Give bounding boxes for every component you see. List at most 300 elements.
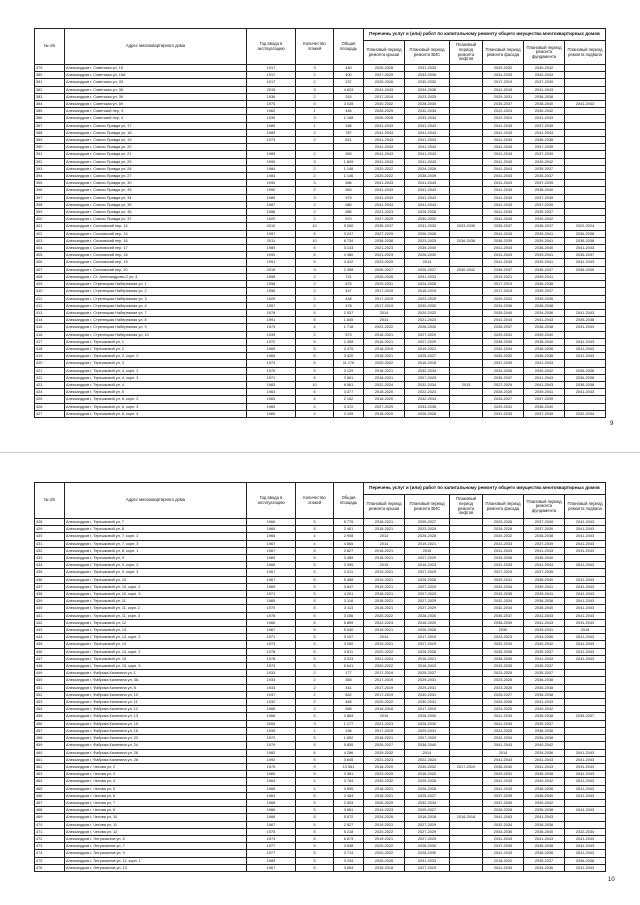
cell-roof: 2019-2021 <box>364 576 405 583</box>
cell-roof: 2018-2021 <box>364 735 405 742</box>
cell-area: 787 <box>334 129 364 136</box>
cell-utilities: 2026-2028 <box>405 410 450 417</box>
table-row <box>35 821 606 828</box>
cell-roof: 2019-2021 <box>364 835 405 842</box>
cell-address: Александров г, Терешковой ул, 5 <box>65 389 247 396</box>
cell-roof: 2014-2023 <box>364 807 405 814</box>
cell-floors: 5 <box>296 663 334 670</box>
cell-area: 3 645 <box>334 756 364 763</box>
cell-foundation: 2039-2040 <box>524 331 565 338</box>
cell-foundation: 2036-2038 <box>524 137 565 144</box>
cell-utilities: 2031-2033 <box>405 273 450 280</box>
table-row <box>35 317 606 324</box>
cell-foundation: 2041-2043 <box>524 115 565 122</box>
cell-year: 1936 <box>247 93 296 100</box>
cell-roof: 2026-2027 <box>364 266 405 273</box>
cell-address: Александров г, Терешковой ул, 8 <box>65 526 247 533</box>
cell-address: Александров г, Терешковой ул, 14 <box>65 641 247 648</box>
cell-lifts <box>450 627 483 634</box>
table-row <box>35 374 606 381</box>
cell-lifts <box>450 663 483 670</box>
cell-foundation: 2040-2042 <box>524 65 565 72</box>
cell-num: 460 <box>35 749 65 756</box>
cell-num: 410 <box>35 288 65 295</box>
cell-floors: 4 <box>296 533 334 540</box>
cell-floors: 2 <box>296 201 334 208</box>
cell-roof: 2020-2022 <box>364 165 405 172</box>
cell-utilities: 2041-2043 <box>405 122 450 129</box>
cell-utilities: 2041-2043 <box>405 144 450 151</box>
cell-basement: 2041-2043 <box>565 598 606 605</box>
cell-num: 402 <box>35 230 65 237</box>
cell-roof: 2018-2021 <box>364 367 405 374</box>
cell-basement: 2041-2043 <box>565 245 606 252</box>
table-row <box>35 663 606 670</box>
cell-facade: 2041-2043 <box>483 137 524 144</box>
cell-foundation: 2036-2038 <box>524 713 565 720</box>
cell-facade: 2023-2025 <box>483 677 524 684</box>
cell-year: 1965 <box>247 410 296 417</box>
cell-address: Александров г, Совхоз Правда ул, 27 <box>65 173 247 180</box>
cell-address: Александров г, Фабрика Калинина ул, 10 <box>65 691 247 698</box>
cell-roof: 2018-2021 <box>364 598 405 605</box>
cell-area: 5 468 <box>334 576 364 583</box>
cell-foundation: 2035-2037 <box>524 670 565 677</box>
cell-floors: 5 <box>296 101 334 108</box>
cell-floors: 10 <box>296 223 334 230</box>
cell-area: 2 884 <box>334 713 364 720</box>
cell-roof: 2027-2029 <box>364 216 405 223</box>
cell-utilities: 2030-2031 <box>405 699 450 706</box>
cell-facade: 2029-2031 <box>483 93 524 100</box>
cell-year: 1992 <box>247 756 296 763</box>
repair-schedule-table <box>34 482 606 872</box>
cell-address: Александров г, Терешковой ул, 6, корп. 4 <box>65 410 247 417</box>
cell-year: 1971 <box>247 634 296 641</box>
table-row <box>35 144 606 151</box>
cell-roof: 2041-2043 <box>364 151 405 158</box>
cell-basement: 2022-2024 <box>565 223 606 230</box>
table-row <box>35 151 606 158</box>
cell-floors: 5 <box>296 807 334 814</box>
cell-floors: 3 <box>296 86 334 93</box>
cell-roof: 2017-2019 <box>364 93 405 100</box>
cell-basement <box>565 216 606 223</box>
cell-utilities: 2038-2040 <box>405 742 450 749</box>
cell-roof: 2016-2021 <box>364 338 405 345</box>
cell-basement <box>565 677 606 684</box>
cell-roof: 2020-2022 <box>364 612 405 619</box>
cell-basement <box>565 821 606 828</box>
table-row <box>35 756 606 763</box>
cell-utilities: 2026-2028 <box>405 627 450 634</box>
cell-area: 3 023 <box>334 655 364 662</box>
cell-year: 1965 <box>247 353 296 360</box>
cell-floors: 2 <box>296 295 334 302</box>
cell-num: 421 <box>35 367 65 374</box>
cell-facade: 2041-2043 <box>483 756 524 763</box>
cell-basement <box>565 273 606 280</box>
cell-floors: 2 <box>296 137 334 144</box>
cell-facade: 2032-2034 <box>483 605 524 612</box>
cell-lifts <box>450 799 483 806</box>
cell-area: 721 <box>334 273 364 280</box>
cell-basement: 2041-2043 <box>565 576 606 583</box>
cell-year: 1965 <box>247 403 296 410</box>
cell-utilities: 2027-2029 <box>405 555 450 562</box>
cell-address: Александров г, Фабрика Калинина ул, 3А <box>65 677 247 684</box>
cell-lifts <box>450 115 483 122</box>
header-group: Перечень услуг и (или) работ по капитальному ремонту общего имущества многоквартирных домов <box>364 29 606 41</box>
cell-roof: 2026-2028 <box>364 115 405 122</box>
cell-year: 1958 <box>247 281 296 288</box>
cell-lifts <box>450 540 483 547</box>
cell-year: 2005 <box>247 720 296 727</box>
cell-facade: 2038-2039 <box>483 655 524 662</box>
cell-foundation: 2036-2038 <box>524 735 565 742</box>
cell-utilities: 2032-2034 <box>405 396 450 403</box>
table-row <box>35 835 606 842</box>
cell-lifts <box>450 353 483 360</box>
cell-num: 401 <box>35 223 65 230</box>
cell-facade: 2028-2030 <box>483 389 524 396</box>
cell-address: Александров г, Терешковой ул, 4, корп. 3 <box>65 374 247 381</box>
cell-area: 5 859 <box>334 619 364 626</box>
cell-lifts <box>450 807 483 814</box>
cell-roof: 2021-2023 <box>364 209 405 216</box>
cell-foundation: 2036-2038 <box>524 821 565 828</box>
cell-basement: 2041-2043 <box>565 389 606 396</box>
cell-basement: 2041-2043 <box>565 785 606 792</box>
cell-address: Александров г, Советская ул, 33 <box>65 79 247 86</box>
cell-facade: 2026-2028 <box>483 526 524 533</box>
cell-basement <box>565 187 606 194</box>
cell-lifts <box>450 720 483 727</box>
table-row <box>35 799 606 806</box>
cell-roof: 2018-2020 <box>364 396 405 403</box>
cell-area: 6 734 <box>334 237 364 244</box>
cell-floors: 5 <box>296 562 334 569</box>
cell-facade: 2037-2039 <box>483 360 524 367</box>
cell-utilities: 2022-2024 <box>405 389 450 396</box>
cell-year: 1958 <box>247 273 296 280</box>
cell-address: Александров г, Совхоз Правда ул, 33 <box>65 187 247 194</box>
cell-facade: 2038-2039 <box>483 338 524 345</box>
table-row <box>35 576 606 583</box>
cell-utilities: 2021-2023 <box>405 317 450 324</box>
cell-basement: 2041-2043 <box>565 612 606 619</box>
cell-address: Александров г, Советский пер, 4 <box>65 115 247 122</box>
cell-facade: 2025-2026 <box>483 519 524 526</box>
cell-area: 383 <box>334 677 364 684</box>
cell-basement: 2036-2038 <box>565 374 606 381</box>
cell-lifts <box>450 569 483 576</box>
cell-num: 449 <box>35 670 65 677</box>
cell-address: Александров г, Чехова ул, 5 <box>65 785 247 792</box>
cell-facade: 2036-2040 <box>483 763 524 770</box>
table-row <box>35 619 606 626</box>
cell-year: 1969 <box>247 583 296 590</box>
cell-year: 1978 <box>247 648 296 655</box>
table-row <box>35 684 606 691</box>
cell-num: 438 <box>35 591 65 598</box>
cell-num: 409 <box>35 281 65 288</box>
header-basement: Плановый период ремонта подвала <box>565 495 606 519</box>
cell-lifts <box>450 324 483 331</box>
cell-foundation: 2039-2041 <box>524 259 565 266</box>
cell-basement: 2041-2043 <box>565 309 606 316</box>
cell-lifts <box>450 591 483 598</box>
cell-num: 382 <box>35 86 65 93</box>
cell-facade: 2041-2043 <box>483 144 524 151</box>
cell-num: 436 <box>35 576 65 583</box>
cell-utilities: 2041-2043 <box>405 129 450 136</box>
cell-utilities: 2029-2031 <box>405 677 450 684</box>
cell-basement <box>565 288 606 295</box>
cell-address: Александров г, Советская ул, 35 <box>65 86 247 93</box>
cell-facade: 2032-2034 <box>483 821 524 828</box>
cell-area: 4 380 <box>334 252 364 259</box>
cell-utilities: 2027-2029 <box>405 735 450 742</box>
cell-foundation: 2041-2043 <box>524 381 565 388</box>
cell-basement <box>565 569 606 576</box>
cell-foundation: 2037-2039 <box>524 144 565 151</box>
cell-roof: 2022-2022 <box>364 324 405 331</box>
cell-foundation: 2040-2042 <box>524 367 565 374</box>
cell-lifts <box>450 756 483 763</box>
cell-roof: 2020-2022 <box>364 663 405 670</box>
cell-area: 2 162 <box>334 396 364 403</box>
cell-foundation: 2037-2039 <box>524 526 565 533</box>
cell-utilities: 2027-2029 <box>405 583 450 590</box>
cell-floors: 5 <box>296 857 334 864</box>
cell-roof: 2018-2021 <box>364 792 405 799</box>
cell-num: 442 <box>35 619 65 626</box>
cell-facade: 2041-2043 <box>483 173 524 180</box>
cell-address: Александров г, Терешковой ул, 10, корп. 3 <box>65 591 247 598</box>
cell-roof: 2019-2021 <box>364 821 405 828</box>
cell-foundation: 2037-2039 <box>524 540 565 547</box>
table-row <box>35 93 606 100</box>
cell-area: 315 <box>334 93 364 100</box>
cell-basement: 2015 <box>565 627 606 634</box>
cell-facade: 2031-2033 <box>483 72 524 79</box>
cell-utilities: 2027-2029 <box>405 821 450 828</box>
cell-foundation: 2039-2041 <box>524 252 565 259</box>
cell-num: 456 <box>35 720 65 727</box>
cell-utilities: 2027-2029 <box>405 605 450 612</box>
cell-foundation: 2037-2039 <box>524 180 565 187</box>
cell-address: Александров г, Ст. Александрово-2 ул, 3 <box>65 273 247 280</box>
cell-area: 9 260 <box>334 223 364 230</box>
cell-basement <box>565 194 606 201</box>
table-row <box>35 389 606 396</box>
header-floors: Количество этажей <box>296 483 334 519</box>
cell-basement: 2041-2043 <box>565 756 606 763</box>
cell-basement <box>565 93 606 100</box>
cell-foundation: 2038-2040 <box>524 245 565 252</box>
cell-lifts <box>450 93 483 100</box>
page-9 <box>0 0 640 452</box>
cell-utilities: 2018-2019 <box>405 663 450 670</box>
cell-area: 5 972 <box>334 814 364 821</box>
cell-address: Александров г, Терешковой ул, 11 <box>65 598 247 605</box>
cell-year: 1979 <box>247 742 296 749</box>
table-row <box>35 72 606 79</box>
table-row <box>35 331 606 338</box>
cell-address: Александров г, Советская ул, 39 <box>65 93 247 100</box>
cell-area: 570 <box>334 216 364 223</box>
cell-roof: 2018-2020 <box>364 763 405 770</box>
cell-facade: 2032-2034 <box>483 345 524 352</box>
cell-foundation: 2041-2043 <box>524 612 565 619</box>
cell-floors: 5 <box>296 648 334 655</box>
cell-num: 388 <box>35 129 65 136</box>
table-row <box>35 108 606 115</box>
cell-lifts <box>450 706 483 713</box>
cell-roof: 2014 <box>364 309 405 316</box>
cell-area: 4 286 <box>334 749 364 756</box>
cell-address: Александров г, Совхоз Правда ул, 26 <box>65 165 247 172</box>
cell-num: 445 <box>35 641 65 648</box>
cell-basement <box>565 691 606 698</box>
cell-num: 447 <box>35 655 65 662</box>
cell-area: 4 811 <box>334 648 364 655</box>
table-row <box>35 605 606 612</box>
cell-num: 389 <box>35 137 65 144</box>
cell-floors: 10 <box>296 381 334 388</box>
cell-lifts <box>450 598 483 605</box>
cell-utilities: 2014 <box>405 259 450 266</box>
cell-address: Александров г, Фабрика Калинина ул, 15 <box>65 720 247 727</box>
table-row <box>35 252 606 259</box>
cell-lifts <box>450 677 483 684</box>
table-row <box>35 403 606 410</box>
cell-floors: 5 <box>296 821 334 828</box>
cell-lifts <box>450 338 483 345</box>
cell-utilities: 2027-2029 <box>405 835 450 842</box>
cell-lifts <box>450 850 483 857</box>
cell-basement: 2035-2037 <box>565 252 606 259</box>
cell-lifts: 2015 <box>450 381 483 388</box>
cell-roof: 2017-2019 <box>364 684 405 691</box>
cell-roof: 2018-2021 <box>364 605 405 612</box>
header-utilities: Плановый период ремонта ВИС <box>405 41 450 65</box>
cell-num: 461 <box>35 756 65 763</box>
cell-foundation: 2036-2038 <box>524 807 565 814</box>
cell-facade: 2029-2031 <box>483 403 524 410</box>
cell-utilities: 2032-2034 <box>405 799 450 806</box>
cell-basement <box>565 65 606 72</box>
cell-floors: 5 <box>296 713 334 720</box>
cell-address: Александров г, Терешковой ул, 13, корп. 2 <box>65 634 247 641</box>
table-row <box>35 591 606 598</box>
cell-foundation: 2036-2038 <box>524 771 565 778</box>
cell-lifts <box>450 173 483 180</box>
cell-num: 397 <box>35 194 65 201</box>
cell-address: Александров г, Терешковой ул, 9 <box>65 555 247 562</box>
cell-floors: 5 <box>296 367 334 374</box>
cell-utilities: 2027-2029 <box>405 374 450 381</box>
cell-roof: 2020-2022 <box>364 648 405 655</box>
cell-utilities: 2031-2033 <box>405 857 450 864</box>
cell-area: 2 461 <box>334 526 364 533</box>
cell-roof: 2019-2021 <box>364 641 405 648</box>
table-row <box>35 353 606 360</box>
cell-num: 387 <box>35 122 65 129</box>
cell-facade: 2032-2034 <box>483 583 524 590</box>
cell-foundation: 2037-2039 <box>524 122 565 129</box>
cell-floors: 5 <box>296 619 334 626</box>
cell-num: 471 <box>35 828 65 835</box>
cell-utilities: 2018-2019 <box>405 288 450 295</box>
cell-address: Александров г, Фабрика Калинина ул, 12 <box>65 706 247 713</box>
cell-address: Александров г, Советская ул, 15 <box>65 65 247 72</box>
cell-lifts <box>450 158 483 165</box>
cell-floors: 5 <box>296 519 334 526</box>
cell-basement: 2041-2043 <box>565 771 606 778</box>
cell-address: Александров г, Терешковой ул, 11, корп. 3 <box>65 612 247 619</box>
cell-foundation: 2041-2043 <box>524 756 565 763</box>
cell-address: Александров г, Стрелецкая Набережная ул, 9 <box>65 324 247 331</box>
cell-address: Александров г, Сосновский пер, 19 <box>65 259 247 266</box>
cell-address: Александров г, Совхоз Правда ул, 18 <box>65 129 247 136</box>
cell-facade: 2027-2029 <box>483 569 524 576</box>
cell-address: Александров г, Терешковой ул, 9, корп. 3 <box>65 569 247 576</box>
cell-year: 1975 <box>247 763 296 770</box>
table-row <box>35 627 606 634</box>
cell-num: 474 <box>35 850 65 857</box>
cell-area: 3 050 <box>334 641 364 648</box>
cell-address: Александров г, Фабрика Калинина ул, 28 <box>65 756 247 763</box>
cell-address: Александров г, Чехова ул, 7 <box>65 799 247 806</box>
cell-num: 467 <box>35 799 65 806</box>
cell-address: Александров г, Совхоз Правда ул, 37 <box>65 216 247 223</box>
cell-floors: 2 <box>296 691 334 698</box>
cell-facade: 2017-2019 <box>483 288 524 295</box>
cell-floors: 9 <box>296 763 334 770</box>
cell-foundation: 2036-2040 <box>524 555 565 562</box>
cell-roof: 2015 <box>364 562 405 569</box>
cell-area: 5 775 <box>334 519 364 526</box>
cell-address: Александров г, Совхоз Правда ул, 34 <box>65 194 247 201</box>
cell-facade: 2037-2039 <box>483 843 524 850</box>
cell-foundation: 2041-2043 <box>524 317 565 324</box>
cell-roof: 2026-2028 <box>364 857 405 864</box>
cell-num: 444 <box>35 634 65 641</box>
cell-area: 3 234 <box>334 857 364 864</box>
table-row <box>35 720 606 727</box>
cell-facade: 2041-2043 <box>483 216 524 223</box>
cell-lifts <box>450 410 483 417</box>
cell-area: 5 641 <box>334 663 364 670</box>
cell-lifts <box>450 821 483 828</box>
cell-address: Александров г, Терешковой ул, 8, корп. 1 <box>65 547 247 554</box>
table-row <box>35 526 606 533</box>
cell-foundation: 2037-2039 <box>524 79 565 86</box>
cell-lifts <box>450 562 483 569</box>
cell-facade: 2041-2043 <box>483 742 524 749</box>
header-lifts: Плановый период ремонта лифтов <box>450 41 483 65</box>
cell-floors: 2 <box>296 79 334 86</box>
cell-area: 237 <box>334 79 364 86</box>
table-row <box>35 713 606 720</box>
cell-basement: 2041-2043 <box>565 850 606 857</box>
cell-utilities: 2026-2028 <box>405 230 450 237</box>
cell-year: 1967 <box>247 547 296 554</box>
cell-basement: 2036-2038 <box>565 857 606 864</box>
cell-num: 403 <box>35 237 65 244</box>
